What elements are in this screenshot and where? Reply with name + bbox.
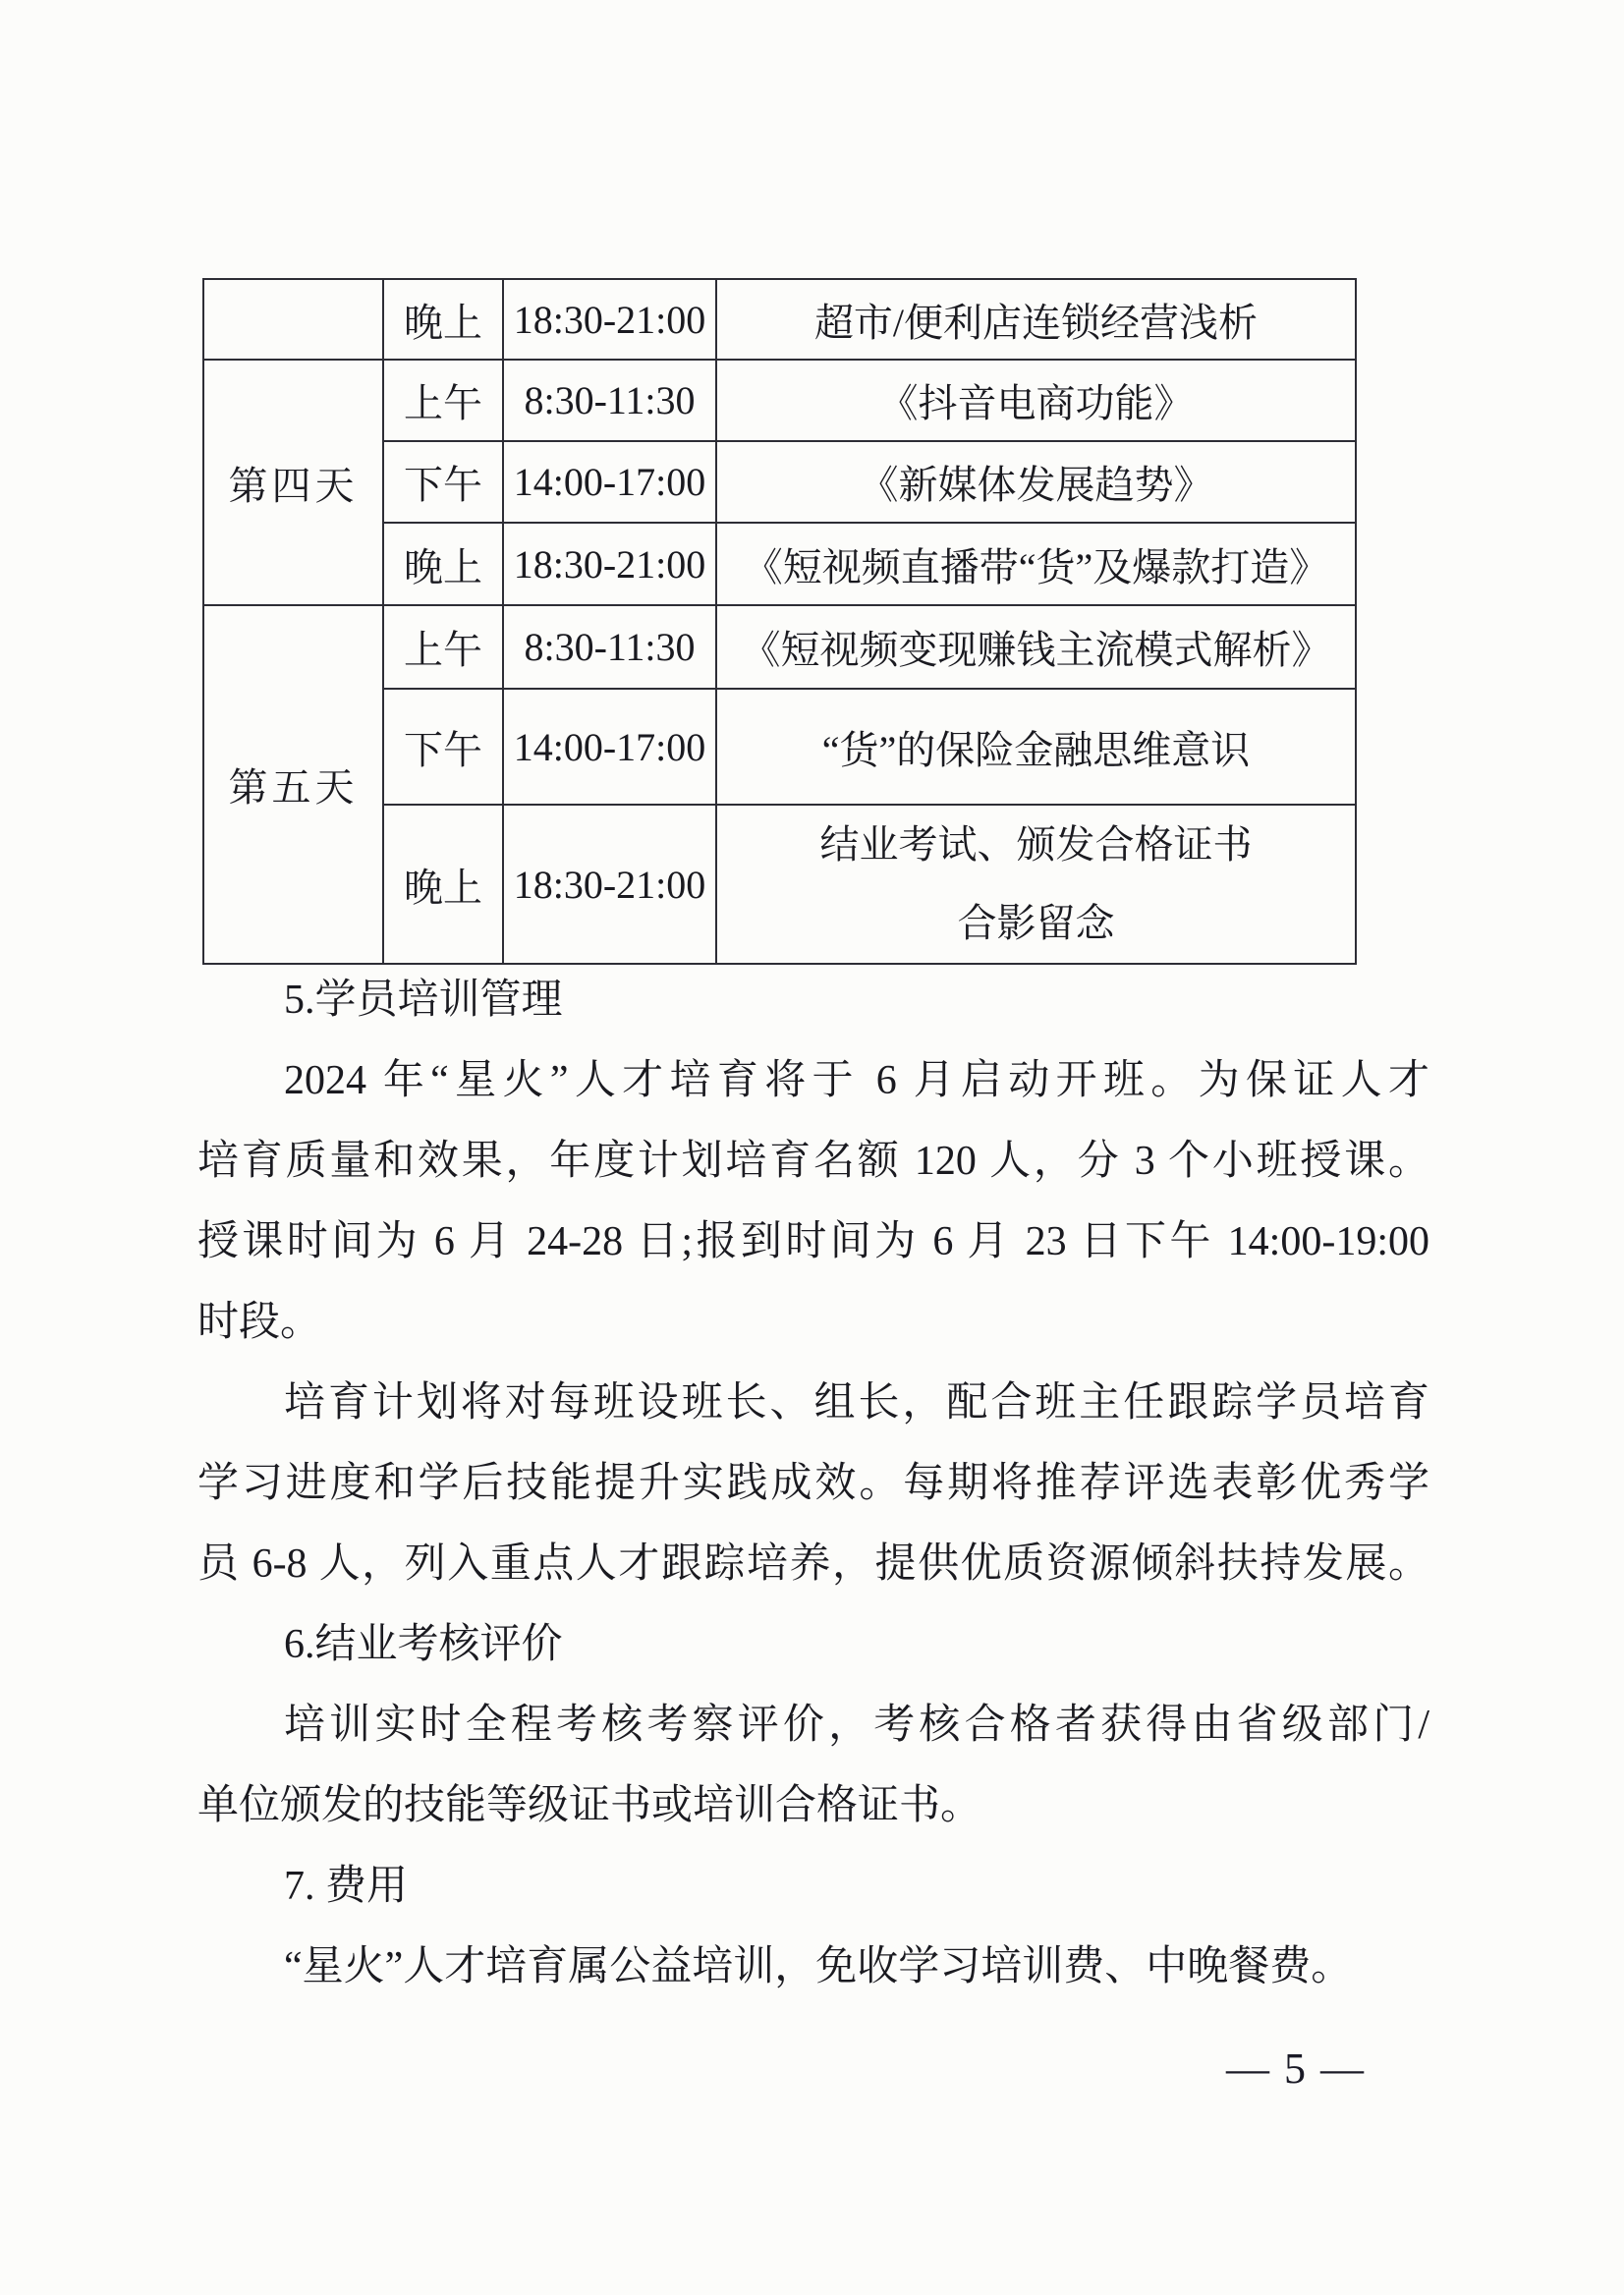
session-cell: 下午 — [383, 441, 503, 523]
course-cell: “货”的保险金融思维意识 — [716, 689, 1356, 805]
section-heading-7: 7. 费用 — [284, 1864, 409, 1909]
paragraph-1-line: 培育质量和效果，年度计划培育名额 120 人，分 3 个小班授课。 — [197, 1139, 1429, 1184]
session-cell: 晚上 — [383, 279, 503, 360]
day-cell-empty — [203, 279, 383, 360]
course-cell: 《抖音电商功能》 — [716, 360, 1356, 441]
session-cell: 上午 — [383, 360, 503, 441]
time-cell: 18:30-21:00 — [503, 805, 716, 964]
training-schedule-table — [202, 278, 1357, 965]
section-heading-6: 6.结业考核评价 — [284, 1622, 563, 1667]
course-cell — [716, 805, 1356, 964]
table-row — [203, 605, 1356, 689]
document-body — [197, 960, 1429, 2007]
time-cell: 14:00-17:00 — [503, 441, 716, 523]
course-cell: 《短视频变现赚钱主流模式解析》 — [716, 605, 1356, 689]
course-cell: 《短视频直播带“货”及爆款打造》 — [716, 523, 1356, 605]
time-cell: 18:30-21:00 — [503, 523, 716, 605]
table-row — [203, 279, 1356, 360]
time-cell: 18:30-21:00 — [503, 279, 716, 360]
table-row — [203, 360, 1356, 441]
course-cell: 超市/便利店连锁经营浅析 — [716, 279, 1356, 360]
course-cell: 《新媒体发展趋势》 — [716, 441, 1356, 523]
session-cell: 下午 — [383, 689, 503, 805]
paragraph-4-line: “星火”人才培育属公益培训，免收学习培训费、中晚餐费。 — [284, 1944, 1353, 1989]
paragraph-2-line: 培育计划将对每班设班长、组长，配合班主任跟踪学员培育 — [284, 1380, 1429, 1426]
session-cell: 晚上 — [383, 805, 503, 964]
session-cell: 上午 — [383, 605, 503, 689]
paragraph-3-line: 培训实时全程考核考察评价，考核合格者获得由省级部门/ — [284, 1703, 1429, 1748]
course-line: 结业考试、颁发合格证书 — [819, 822, 1253, 867]
time-cell: 8:30-11:30 — [503, 360, 716, 441]
paragraph-3-line: 单位颁发的技能等级证书或培训合格证书。 — [197, 1783, 982, 1828]
course-line: 合影留念 — [957, 901, 1115, 945]
paragraph-1-line: 时段。 — [197, 1300, 322, 1345]
paragraph-2-line: 学习进度和学后技能提升实践成效。每期将推荐评选表彰优秀学 — [197, 1461, 1429, 1506]
paragraph-1-line: 2024 年“星火”人才培育将于 6 月启动开班。为保证人才 — [284, 1058, 1429, 1103]
page-number: — 5 — — [1226, 2044, 1366, 2093]
day-cell-day4: 第四天 — [203, 360, 383, 605]
day-cell-day5: 第五天 — [203, 605, 383, 964]
session-cell: 晚上 — [383, 523, 503, 605]
section-heading-5: 5.学员培训管理 — [284, 978, 563, 1023]
paragraph-1-line: 授课时间为 6 月 24-28 日;报到时间为 6 月 23 日下午 14:00-19:00 — [197, 1219, 1429, 1264]
time-cell: 14:00-17:00 — [503, 689, 716, 805]
paragraph-2-line: 员 6-8 人，列入重点人才跟踪培养，提供优质资源倾斜扶持发展。 — [197, 1541, 1429, 1587]
time-cell: 8:30-11:30 — [503, 605, 716, 689]
